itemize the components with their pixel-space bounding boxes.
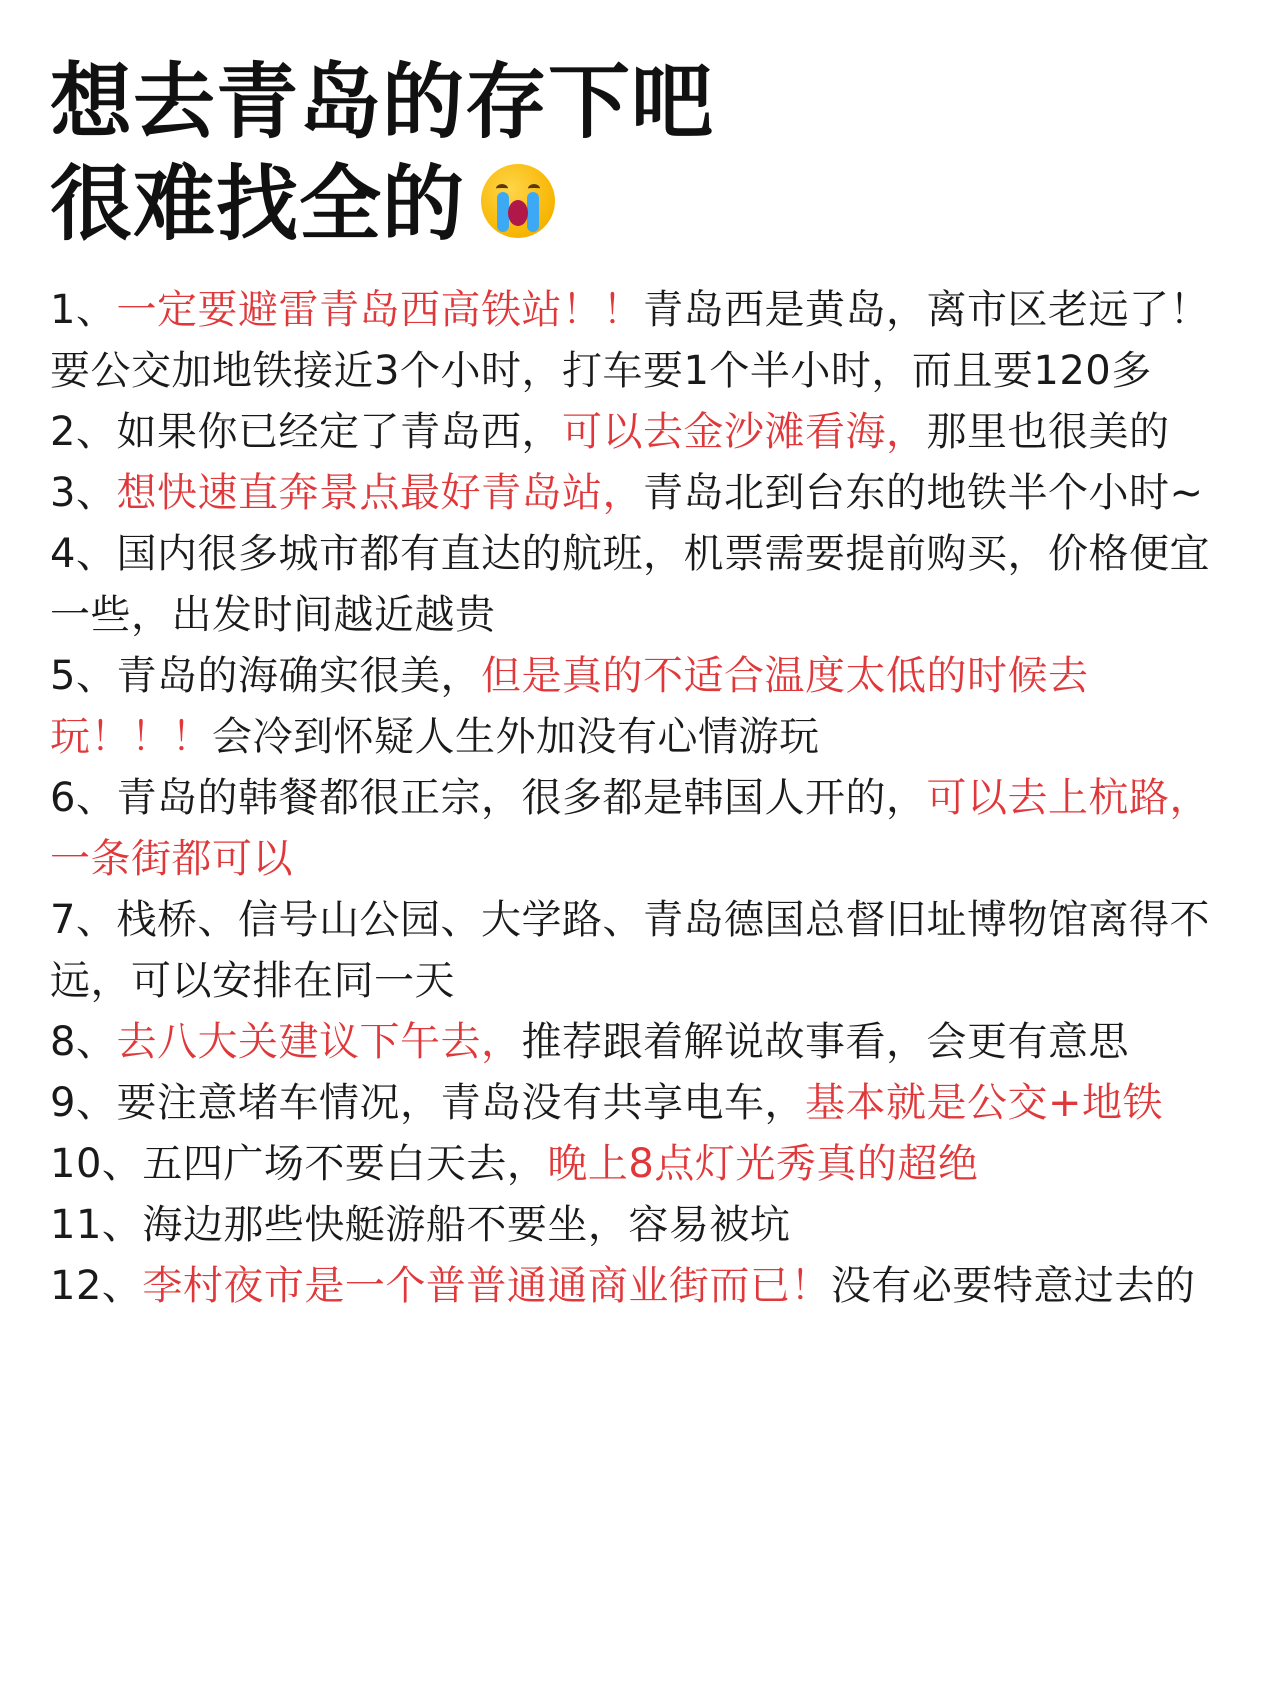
item-highlight: 去八大关建议下午去， — [116, 1019, 522, 1065]
item-number: 1、 — [50, 287, 117, 333]
item-number: 11、 — [50, 1202, 143, 1248]
item-number: 3、 — [50, 470, 117, 516]
item-text: 青岛的韩餐都很正宗，很多都是韩国人开的， — [116, 775, 927, 821]
item-text: 五四广场不要白天去， — [142, 1141, 548, 1187]
item-number: 4、 — [50, 531, 117, 577]
item-number: 6、 — [50, 775, 117, 821]
item-highlight: 晚上8点灯光秀真的超绝 — [547, 1141, 979, 1187]
item-text-rest: 推荐跟着解说故事看，会更有意思 — [521, 1019, 1129, 1065]
title-line-1: 想去青岛的存下吧 — [50, 55, 715, 150]
item-text-rest: 没有必要特意过去的 — [830, 1263, 1196, 1309]
item-highlight: 但是真的不适合温度太低的时候去玩！！！ — [50, 653, 1089, 760]
loudly-crying-face-icon — [481, 164, 555, 238]
item-text-rest: 会冷到怀疑人生外加没有心情游玩 — [212, 714, 820, 760]
item-highlight: 李村夜市是一个普普通通商业街而已！ — [142, 1263, 831, 1309]
item-number: 8、 — [50, 1019, 117, 1065]
item-text: 国内很多城市都有直达的航班，机票需要提前购买，价格便宜一些，出发时间越近越贵 — [50, 531, 1210, 638]
list-item — [50, 890, 1232, 1012]
list-item — [50, 524, 1232, 646]
item-text-rest: 青岛西是黄岛，离市区老远了！要公交加地铁接近3个小时，打车要1个半小时，而且要120多 — [50, 287, 1210, 394]
list-item — [50, 1134, 1232, 1195]
list-item — [50, 402, 1232, 463]
list-item — [50, 646, 1232, 768]
item-text: 如果你已经定了青岛西， — [116, 409, 562, 455]
item-text: 要注意堵车情况，青岛没有共享电车， — [116, 1080, 805, 1126]
item-text-rest: 青岛北到台东的地铁半个小时~ — [642, 470, 1204, 516]
item-text: 栈桥、信号山公园、大学路、青岛德国总督旧址博物馆离得不远，可以安排在同一天 — [50, 897, 1210, 1004]
item-text: 海边那些快艇游船不要坐，容易被坑 — [142, 1202, 791, 1248]
item-number: 2、 — [50, 409, 117, 455]
tips-list — [50, 280, 1232, 1317]
item-highlight: 基本就是公交+地铁 — [804, 1080, 1163, 1126]
item-highlight: 可以去上杭路，一条街都可以 — [50, 775, 1210, 882]
list-item — [50, 1256, 1232, 1317]
item-highlight: 想快速直奔景点最好青岛站， — [116, 470, 643, 516]
item-number: 9、 — [50, 1080, 117, 1126]
list-item — [50, 1012, 1232, 1073]
item-text-rest: 那里也很美的 — [926, 409, 1170, 455]
item-number: 5、 — [50, 653, 117, 699]
list-item — [50, 463, 1232, 524]
item-highlight: 一定要避雷青岛西高铁站！！ — [116, 287, 643, 333]
title-line-2 — [50, 154, 1232, 256]
list-item — [50, 1195, 1232, 1256]
item-number: 10、 — [50, 1141, 143, 1187]
list-item — [50, 768, 1232, 890]
item-highlight: 可以去金沙滩看海， — [561, 409, 927, 455]
list-item — [50, 280, 1232, 402]
list-item — [50, 1073, 1232, 1134]
page-title — [50, 52, 1232, 256]
item-text: 青岛的海确实很美， — [116, 653, 481, 699]
title-line-2-text: 很难找全的 — [50, 157, 466, 252]
item-number: 12、 — [50, 1263, 143, 1309]
item-number: 7、 — [50, 897, 117, 943]
